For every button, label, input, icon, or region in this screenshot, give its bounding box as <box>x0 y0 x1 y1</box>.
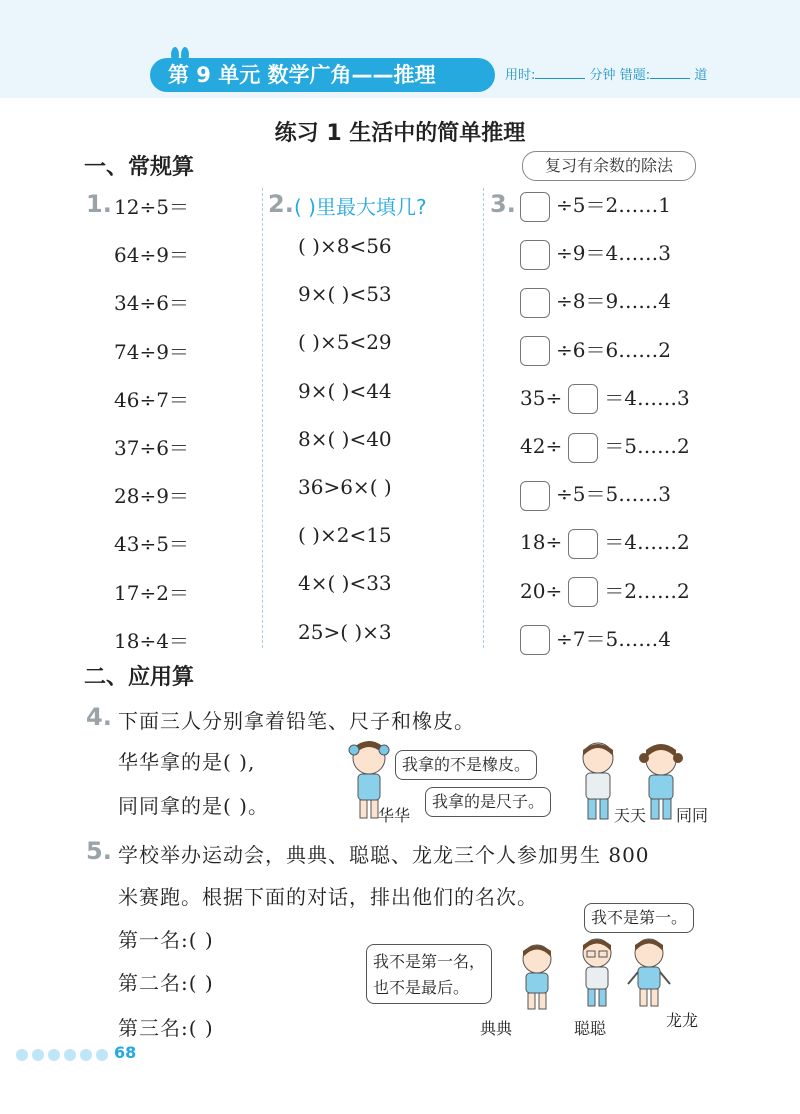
q3-item-prefix: 35÷ <box>520 385 563 410</box>
name-longlong: 龙龙 <box>666 1011 699 1030</box>
speech-bubble-diandian <box>366 944 492 1004</box>
q2-item[interactable]: ( )×8<56 <box>298 234 392 258</box>
boy-diandian-illustration <box>514 942 560 1012</box>
q3-item <box>520 623 671 656</box>
q3-item-suffix: ÷6＝6……2 <box>556 337 671 362</box>
q1-item: 34÷6＝ <box>114 291 189 316</box>
column-divider-2 <box>483 188 484 648</box>
q1-item: 28÷9＝ <box>114 484 189 509</box>
q5-text-line2: 米赛跑。根据下面的对话，排出他们的名次。 <box>118 885 538 909</box>
q2-item[interactable]: 25>( )×3 <box>298 619 392 644</box>
name-tongtong: 同同 <box>676 806 709 825</box>
answer-box[interactable] <box>568 433 598 463</box>
answer-box[interactable] <box>520 481 550 511</box>
speech-bubble-huahua: 我拿的不是橡皮。 <box>395 750 537 780</box>
answer-box[interactable] <box>520 192 550 222</box>
q3-item <box>520 430 690 463</box>
review-tag: 复习有余数的除法 <box>522 151 696 181</box>
q1-item: 12÷5＝ <box>114 195 189 219</box>
name-tiantian: 天天 <box>614 806 647 825</box>
q3-item-suffix: ＝2……2 <box>604 578 690 603</box>
q2-item[interactable]: 9×( )<53 <box>298 282 392 307</box>
time-blank[interactable] <box>535 66 585 79</box>
q3-item-suffix: ＝4……2 <box>604 530 690 555</box>
q2-item[interactable]: 4×( )<33 <box>298 571 392 596</box>
section-heading-2: 二、应用算 <box>84 665 195 690</box>
answer-box[interactable] <box>568 577 598 607</box>
question-number-2: 2. <box>268 190 294 218</box>
answer-box[interactable] <box>520 288 550 318</box>
footer-dots <box>16 1046 112 1065</box>
page-number: 68 <box>114 1043 137 1062</box>
speech-bubble-congcong: 我不是第一。 <box>584 903 694 933</box>
q3-item-suffix: ÷9＝4……3 <box>556 241 671 266</box>
q3-item <box>520 478 671 511</box>
q1-item: 46÷7＝ <box>114 387 189 412</box>
unit-title-pill: 第 9 单元 数学广角——推理 <box>150 58 495 92</box>
bubble-diandian-line1: 我不是第一名， <box>373 952 486 971</box>
q3-item-suffix: ÷8＝9……4 <box>556 289 671 314</box>
q1-item: 18÷4＝ <box>114 628 189 653</box>
name-congcong: 聪聪 <box>574 1019 607 1038</box>
q2-item[interactable]: ( )×5<29 <box>298 330 392 355</box>
q3-item-suffix: ÷5＝5……3 <box>556 482 671 507</box>
header-time-errors <box>505 64 707 83</box>
question-number-4: 4. <box>86 703 112 731</box>
errors-blank[interactable] <box>650 66 690 79</box>
q3-item-prefix: 42÷ <box>520 434 563 458</box>
name-huahua: 华华 <box>378 806 411 825</box>
errors-unit: 道 <box>694 68 708 83</box>
q3-item-prefix: 18÷ <box>520 530 563 555</box>
q3-item <box>520 237 671 270</box>
question-number-5: 5. <box>86 837 112 865</box>
question-number-1: 1. <box>86 190 112 218</box>
q2-item[interactable]: 36>6×( ) <box>298 475 392 499</box>
q1-item: 37÷6＝ <box>114 436 189 460</box>
q3-item <box>520 575 690 608</box>
question-number-3: 3. <box>490 190 516 218</box>
answer-box[interactable] <box>568 384 598 414</box>
speech-bubble-tiantian: 我拿的是尺子。 <box>425 787 551 817</box>
q3-item <box>520 382 690 415</box>
q3-item <box>520 334 671 367</box>
answer-box[interactable] <box>520 625 550 655</box>
q3-item <box>520 189 671 222</box>
q3-item <box>520 285 671 318</box>
boy-longlong-illustration <box>626 936 672 1010</box>
q1-item: 17÷2＝ <box>114 580 189 605</box>
q3-item-suffix: ＝5……2 <box>604 434 690 458</box>
q3-item-suffix: ÷7＝5……4 <box>556 626 671 651</box>
q5-rank-second: 第二名:( ) <box>118 971 214 995</box>
boy-congcong-illustration <box>574 936 620 1010</box>
bubble-diandian-line2: 也不是最后。 <box>373 978 470 997</box>
errors-label: 错题: <box>619 68 651 83</box>
q4-text: 下面三人分别拿着铅笔、尺子和橡皮。 <box>118 709 475 733</box>
q3-item-suffix: ＝4……3 <box>604 385 690 410</box>
time-label: 用时: <box>505 68 536 83</box>
q4-line-tongtong: 同同拿的是( )。 <box>118 794 269 818</box>
q1-item: 43÷5＝ <box>114 532 189 557</box>
q1-item: 64÷9＝ <box>114 243 189 268</box>
q5-rank-first: 第一名:( ) <box>118 928 214 952</box>
q3-item-prefix: 20÷ <box>520 578 563 603</box>
page-title: 练习 1 生活中的简单推理 <box>274 121 526 146</box>
q2-item[interactable]: 8×( )<40 <box>298 426 392 451</box>
answer-box[interactable] <box>520 336 550 366</box>
q1-item: 74÷9＝ <box>114 339 189 364</box>
answer-box[interactable] <box>568 529 598 559</box>
minutes-label: 分钟 <box>589 68 616 83</box>
q2-item[interactable]: ( )×2<15 <box>298 523 392 548</box>
q2-heading: ( )里最大填几? <box>294 195 427 219</box>
column-divider-1 <box>262 188 263 648</box>
name-diandian: 典典 <box>480 1019 513 1038</box>
q2-item[interactable]: 9×( )<44 <box>298 378 392 403</box>
q5-text-line1: 学校举办运动会，典典、聪聪、龙龙三个人参加男生 800 <box>118 843 650 867</box>
q3-item-suffix: ÷5＝2……1 <box>556 193 671 217</box>
q3-item <box>520 526 690 559</box>
q4-line-huahua: 华华拿的是( ), <box>118 750 256 774</box>
answer-box[interactable] <box>520 240 550 270</box>
section-heading-1: 一、常规算 <box>84 155 195 180</box>
q5-rank-third: 第三名:( ) <box>118 1016 214 1040</box>
